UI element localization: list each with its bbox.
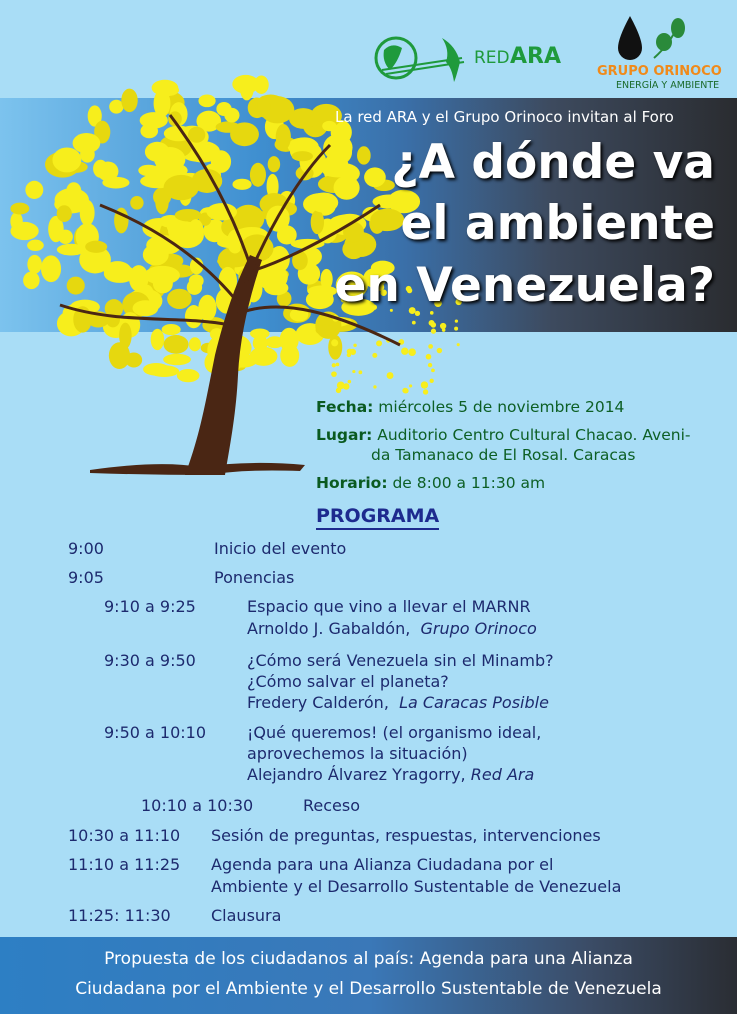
item-text: Ponencias [214,568,295,587]
leaf-cluster [334,176,360,200]
item-text: ¿Cómo será Venezuela sin el Minamb? [247,651,554,670]
oil-drop-leaf-icon [614,14,694,64]
item-text: ¡Qué queremos! (el organismo ideal, [247,723,542,742]
leaf-cluster [259,268,274,286]
programa-heading: PROGRAMA [316,505,439,530]
intro-text: La red ARA y el Grupo Orinoco invitan al Foro [335,108,674,126]
item-text: Agenda para una Alianza Ciudadana por el [211,855,554,874]
item-time: 10:10 a 10:30 [141,796,254,815]
title-line-3: en Venezuela? [334,258,715,313]
leaf-cluster [27,240,44,251]
leaf-cluster [364,167,386,187]
leaf-cluster [10,203,29,215]
falling-leaf [431,329,436,334]
falling-leaf [429,320,435,326]
item-time: 9:10 a 9:25 [104,597,196,616]
leaf-cluster [23,272,40,290]
speaker: Arnoldo J. Gabaldón, [247,619,411,638]
falling-leaf [331,371,337,377]
leaf-cluster [187,280,202,295]
leaf-cluster [93,160,108,178]
falling-leaf [454,327,458,331]
falling-leaf [337,381,345,389]
lugar-value-1: Auditorio Centro Cultural Chacao. Aveni- [377,426,691,444]
leaf-cluster [320,269,332,289]
leaf-cluster [276,124,291,150]
leaf-cluster [154,90,171,118]
falling-leaf [409,384,412,387]
leaf-cluster [121,89,137,113]
falling-leaf [347,353,351,357]
footer-line-2: Ciudadana por el Ambiente y el Desarrollo Sustentable de Venezuela [75,979,662,999]
leaf-cluster [164,175,199,200]
leaf-cluster [149,365,179,377]
orinoco-tagline: ENERGÍA Y AMBIENTE [616,80,720,91]
organization: Red Ara [470,765,535,784]
leaf-cluster [249,347,277,366]
item-time: 10:30 a 11:10 [68,826,181,845]
falling-leaf [358,370,362,374]
item-time: 11:10 a 11:25 [68,855,181,874]
leaf-cluster [177,369,200,382]
falling-leaf [402,388,408,394]
orinoco-name: GRUPO ORINOCO [597,64,722,79]
falling-leaf [431,368,435,372]
falling-leaf [429,379,433,383]
falling-leaf [428,344,433,349]
falling-leaf [372,353,377,358]
footer-line-1: Propuesta de los ciudadanos al país: Agenda para una Alianza [104,949,633,969]
fecha-value: miércoles 5 de noviembre 2014 [378,398,625,416]
item-text: Ambiente y el Desarrollo Sustentable de Venezuela [211,877,622,896]
leaf-cluster [266,336,284,348]
organization: La Caracas Posible [399,693,549,712]
falling-leaf [457,343,460,346]
leaf-cluster [257,96,270,118]
leaf-cluster [52,147,81,172]
horario-label: Horario: [316,474,388,492]
leaf-cluster [309,193,338,213]
falling-leaf [437,348,442,353]
organization: Grupo Orinoco [420,619,537,638]
red-ara-name: ARA [510,44,561,69]
leaf-cluster [292,151,313,161]
falling-leaf [426,354,432,360]
leaf-cluster [109,342,130,369]
item-text: Receso [303,796,361,815]
item-text: Sesión de preguntas, respuestas, intervenciones [211,826,601,845]
leaf-cluster [370,209,404,232]
leaf-cluster [232,179,251,190]
item-time: 11:25: 11:30 [68,906,171,925]
leaf-cluster [250,163,266,187]
falling-leaf [332,363,336,367]
falling-leaf [401,348,408,355]
lugar-value-2: da Tamanaco de El Rosal. Caracas [371,446,636,464]
falling-leaf [336,363,340,367]
leaf-cluster [187,227,200,245]
leaf-cluster [27,255,42,274]
falling-leaf [353,344,356,347]
falling-leaf [348,380,352,384]
falling-leaf [373,385,376,388]
leaf-cluster [144,266,180,285]
leaf-cluster [85,241,107,253]
falling-leaf [387,372,394,379]
leaf-cluster [10,212,22,230]
falling-leaf [328,301,332,305]
falling-leaf [423,389,428,394]
leaf-cluster [224,108,239,123]
leaf-cluster [167,289,192,309]
leaf-cluster [67,277,85,295]
leaf-cluster [322,163,354,178]
lugar-label: Lugar: [316,426,373,444]
speaker: Fredery Calderón, [247,693,389,712]
falling-leaf [408,348,416,356]
leaf-cluster [80,146,95,162]
red-ara-prefix: RED [474,48,510,68]
leaf-cluster [163,354,191,365]
item-time: 9:30 a 9:50 [104,651,196,670]
falling-leaf [421,381,428,388]
item-time: 9:00 [68,539,104,558]
falling-leaf [352,370,355,373]
leaf-cluster [164,335,189,354]
item-text: Inicio del evento [214,539,347,558]
leaf-cluster [145,142,170,162]
leaf-cluster [57,205,72,222]
leaf-cluster [216,121,240,132]
speaker: Alejandro Álvarez Yragorry, [247,765,466,784]
falling-leaf [331,339,338,346]
leaf-cluster [162,324,181,335]
item-time: 9:05 [68,568,104,587]
falling-leaf [376,340,382,346]
leaf-cluster [311,210,324,234]
leaf-cluster [198,95,215,108]
leaf-cluster [268,156,280,172]
leaf-cluster [328,335,342,360]
item-text: aprovechemos la situación) [247,744,468,763]
leaf-cluster [280,344,299,367]
leaf-cluster [25,181,43,199]
item-text: Clausura [211,906,282,925]
falling-leaf [440,323,446,329]
item-text: ¿Cómo salvar el planeta? [247,672,449,691]
leaf-cluster [41,255,61,282]
leaf-cluster [189,337,201,351]
leaf-cluster [316,325,336,335]
leaf-cluster [188,127,205,143]
leaf-cluster [102,177,129,189]
globe-bird-icon [372,28,472,84]
fecha-label: Fecha: [316,398,374,416]
leaf-cluster [143,244,169,266]
title-line-2: el ambiente [400,196,715,251]
horario-value: de 8:00 a 11:30 am [392,474,546,492]
leaf-cluster [240,76,254,100]
item-time: 9:50 a 10:10 [104,723,207,742]
falling-leaf [412,321,416,325]
leaf-cluster [130,196,143,210]
item-text: Espacio que vino a llevar el MARNR [247,597,531,616]
leaf-cluster [133,300,159,316]
falling-leaf [455,320,458,323]
leaf-cluster [306,290,334,309]
leaf-cluster [198,295,216,321]
title-line-1: ¿A dónde va [391,135,715,190]
leaf-cluster [151,329,165,350]
falling-leaf [428,363,432,367]
leaf-cluster [357,146,371,164]
